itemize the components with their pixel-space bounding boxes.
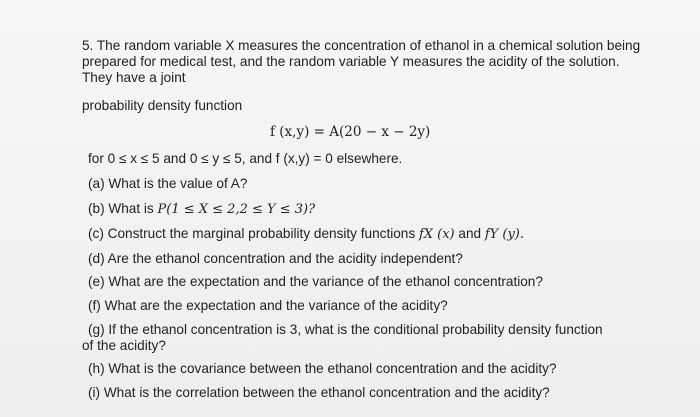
- question-a: (a) What is the value of A?: [88, 176, 248, 191]
- question-b: [88, 201, 315, 218]
- question-c-math-fy: fY (y).: [484, 227, 525, 242]
- problem-intro: 5. The random variable X measures the concentration of ethanol in a chemical solution being prepared for medical test, and the random variable Y measures the acidity of the solution. They have a joint: [82, 38, 641, 85]
- pdf-label: probability density function: [82, 98, 243, 113]
- question-c-and: and: [454, 226, 485, 241]
- question-h: (h) What is the covariance between the ethanol concentration and the acidity?: [88, 361, 557, 376]
- question-b-math: P(1 ≤ X ≤ 2,2 ≤ Y ≤ 3)?: [157, 202, 316, 217]
- support-condition: for 0 ≤ x ≤ 5 and 0 ≤ y ≤ 5, and f (x,y) = 0 elsewhere.: [88, 151, 403, 166]
- question-g-text: (g) If the ethanol concentration is 3, what is the conditional probability density function of the acidity?: [82, 322, 603, 353]
- question-i: (i) What is the correlation between the ethanol concentration and the acidity?: [88, 385, 550, 400]
- question-g: [82, 322, 617, 354]
- question-c-text: (c) Construct the marginal probability density functions: [88, 226, 419, 241]
- joint-pdf-formula: f (x,y) = A(20 − x − 2y): [270, 124, 431, 140]
- question-c-math-fx: fX (x): [418, 227, 455, 242]
- question-b-text: (b) What is: [88, 201, 158, 216]
- question-c: [88, 226, 524, 243]
- question-f: (f) What are the expectation and the variance of the acidity?: [88, 298, 448, 313]
- question-e: (e) What are the expectation and the variance of the ethanol concentration?: [88, 274, 543, 289]
- question-d: (d) Are the ethanol concentration and the acidity independent?: [88, 251, 463, 266]
